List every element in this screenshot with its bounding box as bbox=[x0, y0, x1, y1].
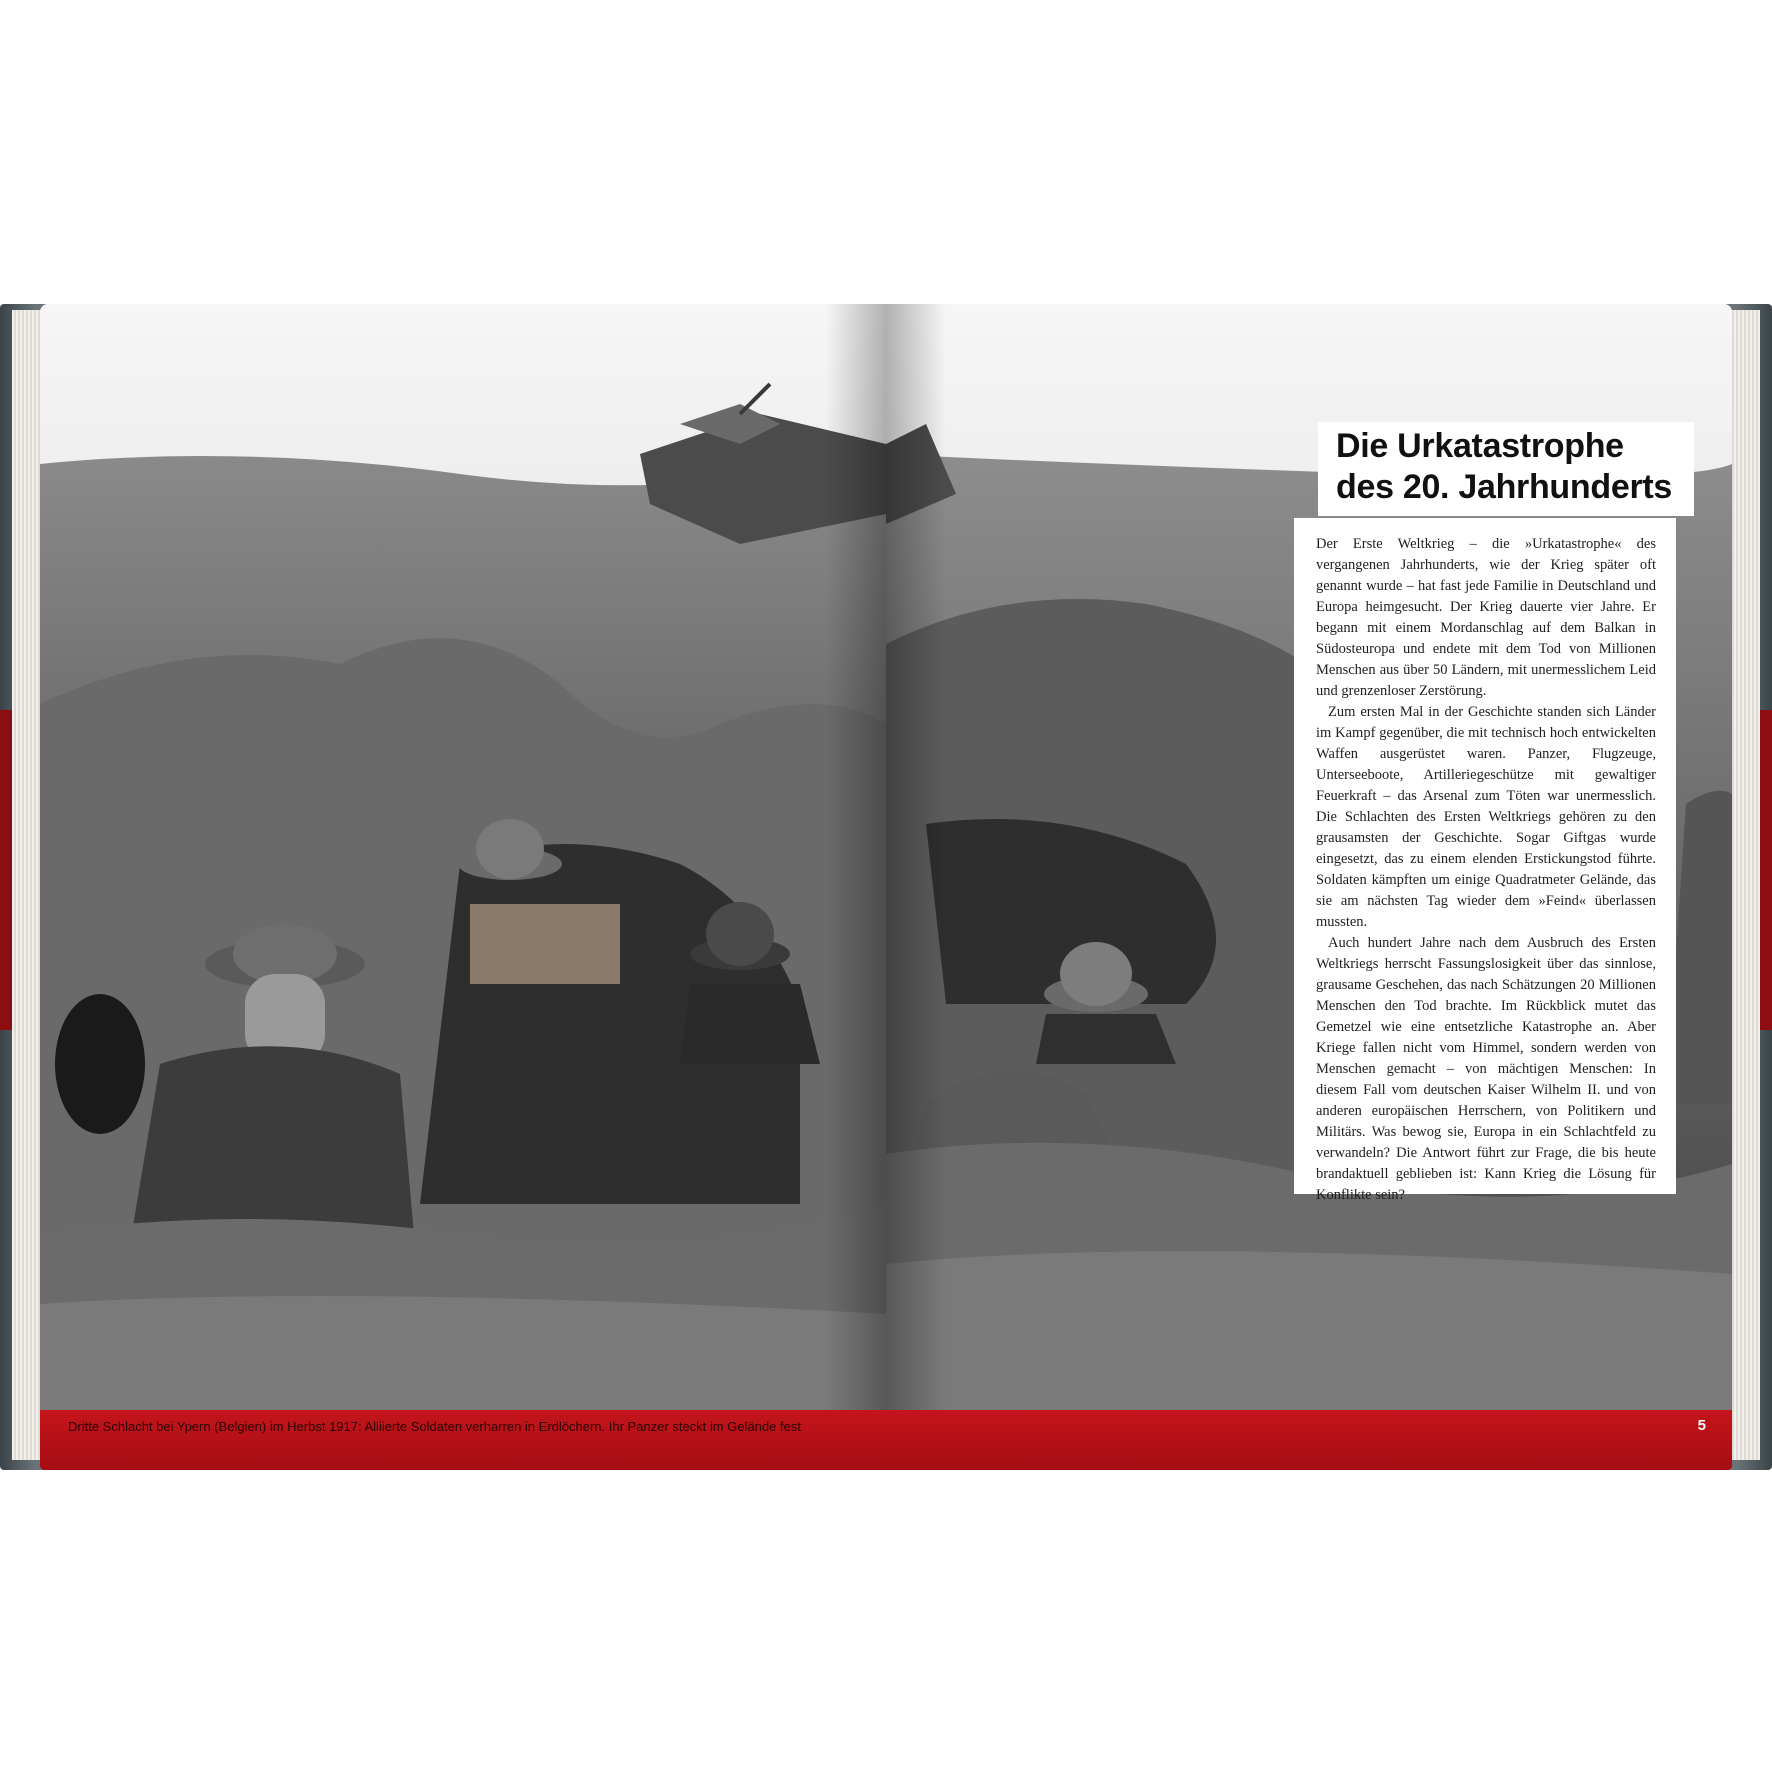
trench-photo-left bbox=[40, 304, 886, 1410]
paragraph-1: Der Erste Weltkrieg – die »Urkatastrophe« des vergangenen Jahrhunderts, wie der Krieg später oft genannt wurde – hat fast jede Familie in Deutschland und Europa heimgesucht. Der Krieg dauerte vier Jahre. Er begann mit einem Mordanschlag auf dem Balkan in Südosteuropa und endete mit dem Tod von Millionen Menschen aus über 50 Ländern, mit unermesslichem Leid und grenzenloser Zerstörung. bbox=[1316, 536, 1656, 699]
body-text-panel bbox=[1294, 518, 1676, 1203]
paragraph-2: Zum ersten Mal in der Geschichte standen sich Länder im Kampf gegenüber, die mit technisch hoch entwickelten Waffen ausgerüstet waren. Panzer, Flugzeuge, Unterseeboote, Artilleriegeschütze mit gewaltiger Feuerkraft – das Arsenal zum Töten war unermesslich. Die Schlachten des Ersten Weltkriegs gehören zu den grausamsten der Geschichte. Sogar Giftgas wurde eingesetzt, das zu einem elenden Erstickungstod führte. Soldaten kämpften um einige Quadratmeter Gelände, das sie am nächsten Tag wieder dem »Feind« überlassen mussten. bbox=[1316, 704, 1656, 930]
page-number: 5 bbox=[1697, 1417, 1706, 1434]
chapter-title bbox=[1336, 426, 1672, 508]
chapter-title-line1: Die Urkatastrophe bbox=[1336, 427, 1624, 465]
right-page bbox=[886, 304, 1732, 1470]
photo-illustration-left bbox=[40, 304, 886, 1410]
chapter-title-line2: des 20. Jahrhunderts bbox=[1336, 468, 1673, 506]
photo-caption: Dritte Schlacht bei Ypern (Belgien) im Herbst 1917: Alliierte Soldaten verharren in Erdlöchern. Ihr Panzer steckt im Gelände fest bbox=[68, 1419, 801, 1434]
left-page bbox=[40, 304, 886, 1470]
chapter-title-box bbox=[1318, 422, 1694, 516]
footer-band-right bbox=[886, 1410, 1732, 1470]
paragraph-3: Auch hundert Jahre nach dem Ausbruch des Ersten Weltkriegs herrscht Fassungslosigkeit über das sinnlose, grausame Geschehen, das nach Schätzungen 20 Millionen Menschen den Tod brachte. Im Rückblick mutet das Gemetzel wie eine entsetzliche Katastrophe an. Aber Kriege fallen nicht vom Himmel, sondern werden von Menschen gemacht – von mächtigen Menschen: In diesem Fall vom deutschen Kaiser Wilhelm II. und von anderen europäischen Herrschern, von Politikern und Militärs. Was bewog sie, Europa in ein Schlachtfeld zu verwandeln? Die Antwort führt zur Frage, die bis heute brandaktuell geblieben ist: Kann Krieg die Lösung für Konflikte sein? bbox=[1316, 935, 1656, 1203]
body-text bbox=[1316, 534, 1656, 1206]
